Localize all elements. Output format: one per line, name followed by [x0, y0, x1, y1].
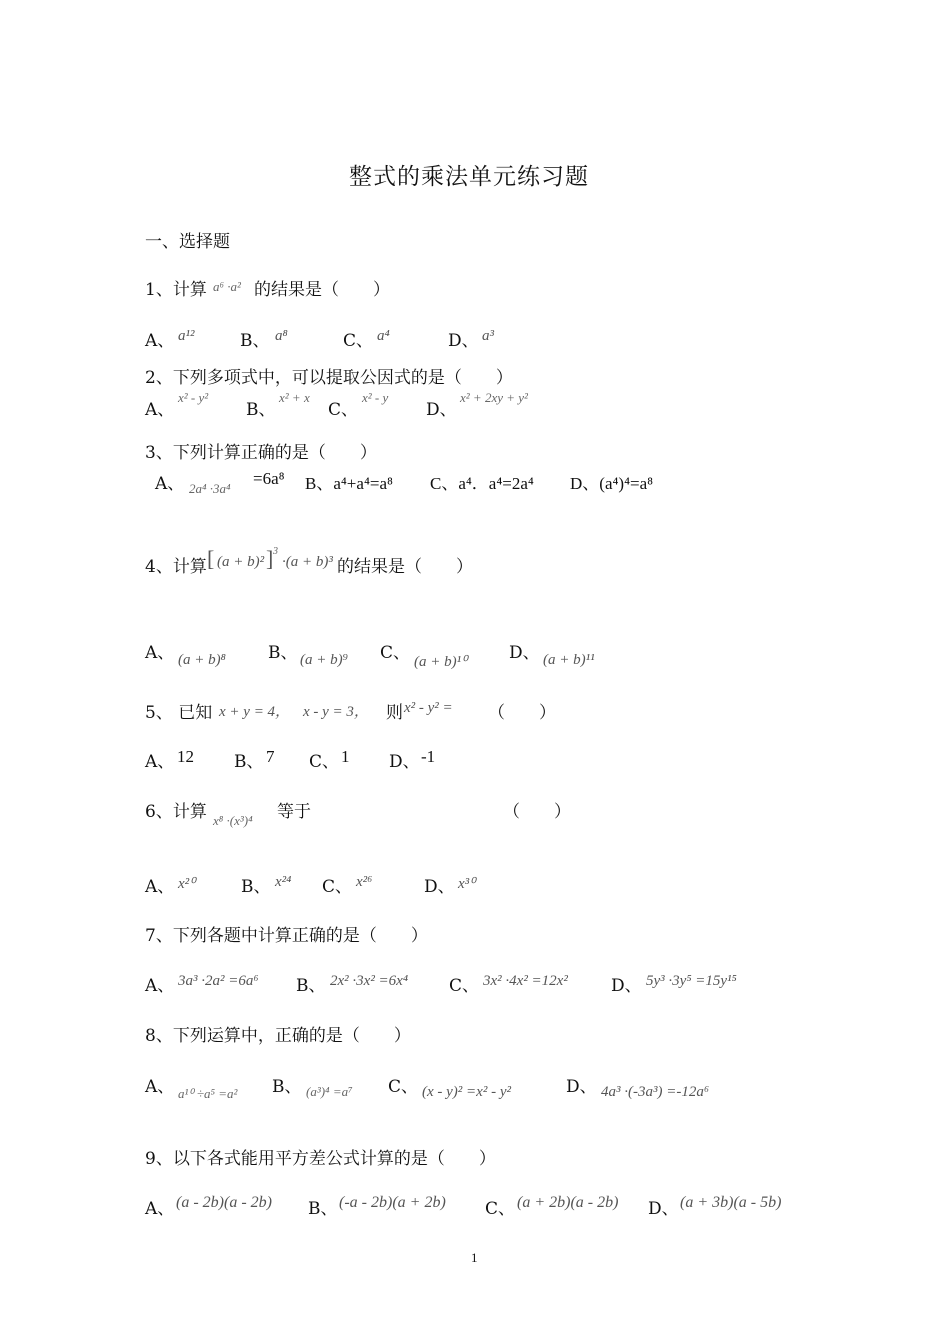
q6-option-a-math: x²⁰ — [178, 876, 196, 892]
q1-expression: a⁶ ·a² — [213, 279, 241, 294]
q7-option-b-math: 2x² ·3x² =6x⁴ — [330, 973, 409, 989]
q6-option-d-label: D、 — [424, 877, 455, 897]
q9-option-d-label: D、 — [648, 1199, 679, 1219]
q2-option-a-math: x² - y² — [178, 390, 209, 405]
q6-option-b-math: x²⁴ — [275, 874, 292, 890]
q1-option-a-math: a¹² — [178, 328, 195, 344]
q6-option-b-label: B、 — [241, 877, 271, 897]
q6-option-d-math: x³⁰ — [458, 876, 476, 892]
q8-option-c-label: C、 — [388, 1077, 419, 1097]
q5-option-b-value: 7 — [266, 747, 275, 766]
q4-option-a-label: A、 — [145, 643, 175, 663]
q2-stem: 2、下列多项式中，可以提取公因式的是（ ） — [145, 368, 513, 388]
q6-option-a-label: A、 — [145, 877, 175, 897]
q6-stem: 6、计算 — [145, 802, 207, 822]
q9-option-b-label: B、 — [308, 1199, 338, 1219]
q3-option-b: B、a⁴+a⁴=a⁸ — [305, 474, 393, 493]
q5-tail: （ ） — [488, 703, 556, 723]
q2-option-d-label: D、 — [426, 400, 457, 420]
q4-left-bracket: [ — [207, 546, 215, 571]
q9-option-d-math: (a + 3b)(a - 5b) — [680, 1194, 782, 1211]
q5-condition-1: x + y = 4， — [219, 704, 291, 720]
q1-stem: 1、计算 — [145, 280, 207, 300]
q4-tail: 的结果是（ ） — [337, 557, 473, 577]
q5-option-c-label: C、 — [309, 752, 340, 772]
page-title: 整式的乘法单元练习题 — [349, 164, 589, 190]
q7-option-d-math: 5y³ ·3y⁵ =15y¹⁵ — [646, 973, 737, 989]
q5-expression: x² - y² = — [404, 700, 453, 716]
q9-option-c-label: C、 — [485, 1199, 516, 1219]
q5-option-b-label: B、 — [234, 752, 264, 772]
q6-answer-paren: （ ） — [503, 802, 571, 822]
q8-option-b-label: B、 — [272, 1077, 302, 1097]
q5-option-d-value: -1 — [421, 747, 436, 766]
q2-option-d-math: x² + 2xy + y² — [460, 390, 528, 405]
q3-option-a-label: A、 — [155, 474, 185, 494]
q9-option-a-label: A、 — [145, 1199, 175, 1219]
q4-option-d-math: (a + b)¹¹ — [543, 652, 595, 668]
q4-option-c-label: C、 — [380, 643, 411, 663]
q6-option-c-label: C、 — [322, 877, 353, 897]
q8-option-a-math: a¹⁰ ÷a⁵ =a² — [178, 1086, 238, 1101]
q3-option-c: C、a⁴．a⁴=2a⁴ — [430, 474, 534, 493]
q5-option-d-label: D、 — [389, 752, 420, 772]
q4-option-c-math: (a + b)¹⁰ — [414, 654, 468, 670]
q7-stem: 7、下列各题中计算正确的是（ ） — [145, 926, 428, 946]
q2-option-b-math: x² + x — [279, 390, 310, 405]
q3-option-a-result: =6a⁸ — [253, 469, 285, 488]
q1-tail: 的结果是（ ） — [254, 280, 390, 300]
q7-option-c-label: C、 — [449, 976, 480, 996]
page-number: 1 — [471, 1250, 478, 1265]
q1-option-c-math: a⁴ — [377, 328, 390, 344]
q7-option-a-label: A、 — [145, 976, 175, 996]
q7-option-b-label: B、 — [296, 976, 326, 996]
q4-second-expression: ·(a + b)³ — [282, 554, 333, 570]
q3-stem: 3、下列计算正确的是（ ） — [145, 443, 377, 463]
q1-option-d-math: a³ — [482, 328, 494, 344]
q4-option-b-label: B、 — [268, 643, 298, 663]
q8-option-c-math: (x - y)² =x² - y² — [422, 1084, 511, 1100]
q5-option-c-value: 1 — [341, 747, 350, 766]
q4-stem: 4、计算 — [145, 557, 207, 577]
q4-bracket-exponent: 3 — [273, 546, 278, 557]
q4-option-a-math: (a + b)⁸ — [178, 652, 226, 668]
q1-option-a-label: A、 — [145, 331, 175, 351]
q8-stem: 8、下列运算中，正确的是（ ） — [145, 1026, 411, 1046]
q1-option-c-label: C、 — [343, 331, 374, 351]
section-heading: 一、选择题 — [145, 232, 230, 252]
q5-condition-2: x - y = 3， — [303, 704, 369, 720]
q4-base-expression: (a + b)² — [217, 554, 265, 570]
q9-option-b-math: (-a - 2b)(a + 2b) — [339, 1194, 446, 1211]
q5-option-a-value: 12 — [177, 747, 194, 766]
q3-option-d: D、(a⁴)⁴=a⁸ — [570, 474, 654, 493]
q5-option-a-label: A、 — [145, 752, 175, 772]
q4-option-b-math: (a + b)⁹ — [300, 652, 348, 668]
q8-option-b-math: (a³)⁴ =a⁷ — [306, 1084, 353, 1099]
q2-option-c-math: x² - y — [362, 390, 389, 405]
q2-option-a-label: A、 — [145, 400, 175, 420]
q6-option-c-math: x²⁶ — [356, 874, 373, 890]
q4-option-d-label: D、 — [509, 643, 540, 663]
q1-option-b-label: B、 — [240, 331, 270, 351]
q7-option-a-math: 3a³ ·2a² =6a⁶ — [178, 973, 259, 989]
q9-stem: 9、以下各式能用平方差公式计算的是（ ） — [145, 1149, 496, 1169]
q9-option-a-math: (a - 2b)(a - 2b) — [176, 1194, 272, 1211]
q8-option-d-label: D、 — [566, 1077, 597, 1097]
q1-option-b-math: a⁸ — [275, 328, 288, 344]
q5-then: 则 — [386, 703, 403, 723]
q8-option-a-label: A、 — [145, 1077, 175, 1097]
q3-option-a-math: 2a⁴ ·3a⁴ — [189, 481, 231, 496]
q9-option-c-math: (a + 2b)(a - 2b) — [517, 1194, 619, 1211]
q6-tail: 等于 — [277, 802, 311, 822]
q6-expression: x⁸ ·(x³)⁴ — [213, 813, 253, 828]
q5-prefix: 5、 已知 — [145, 703, 213, 723]
q4-right-bracket: ] — [266, 546, 274, 571]
q2-option-c-label: C、 — [328, 400, 359, 420]
q1-option-d-label: D、 — [448, 331, 479, 351]
q7-option-d-label: D、 — [611, 976, 642, 996]
q8-option-d-math: 4a³ ·(-3a³) =-12a⁶ — [601, 1084, 710, 1100]
q2-option-b-label: B、 — [246, 400, 276, 420]
q7-option-c-math: 3x² ·4x² =12x² — [483, 973, 568, 989]
